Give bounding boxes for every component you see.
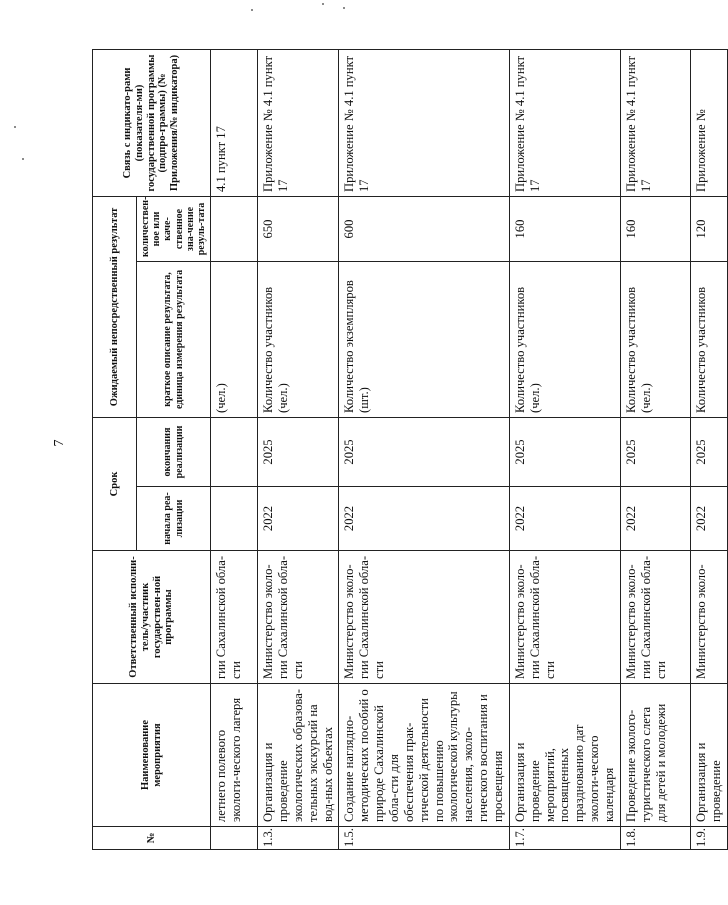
start-year: 2022 [339,487,509,551]
header-term-end: окончания реализации [137,417,211,486]
end-year: 2025 [339,417,509,486]
scan-speck [22,158,24,160]
measures-table [92,49,728,850]
indicator-link: Приложение № 4.1 пункт 17 [258,49,339,196]
result-description: Количество участников [690,261,727,417]
end-year: 2025 [620,417,690,486]
indicator-link: 4.1 пункт 17 [211,49,258,196]
responsible-executor: Министерство эколо- [690,551,727,684]
measure-name: Организация и проведение экологических образова-тельных экскурсий на вод-ных объектах [258,684,339,827]
table-row [211,49,258,849]
indicator-link: Приложение № 4.1 пункт 17 [620,49,690,196]
header-num: № [93,827,211,850]
table-rotated-frame [92,50,723,850]
end-year: 2025 [690,417,727,486]
measure-name: Организация и проведение [690,684,727,827]
row-number: 1.9. [690,827,727,850]
header-term-start: начала реа-лизации [137,487,211,551]
table-row [690,49,727,849]
indicator-link: Приложение № 4.1 пункт 17 [339,49,509,196]
result-quantity: 160 [509,196,620,261]
result-description: Количество участников (чел.) [620,261,690,417]
responsible-executor: Министерство эколо-гии Сахалинской обла-сти [620,551,690,684]
responsible-executor: Министерство эколо-гии Сахалинской обла-сти [509,551,620,684]
start-year [211,487,258,551]
row-number: 1.7. [509,827,620,850]
start-year: 2022 [258,487,339,551]
header-responsible: Ответственный исполни-тель/участник государствен-ной программы [93,551,211,684]
start-year: 2022 [620,487,690,551]
result-quantity: 120 [690,196,727,261]
header-result-qty: количествен-ное или каче-ственное зна-чение резуль-тата [137,196,211,261]
result-description: Количество участников (чел.) [509,261,620,417]
row-number: 1.8. [620,827,690,850]
result-quantity: 650 [258,196,339,261]
scan-speck [14,126,16,128]
measure-name: Проведение эколого-туристического слета для детей и молодежи [620,684,690,827]
table-row [620,49,690,849]
result-description: Количество участников (чел.) [258,261,339,417]
scan-speck [322,3,324,5]
row-number: 1.3. [258,827,339,850]
header-term: Срок [93,417,137,550]
indicator-link: Приложение № [690,49,727,196]
result-description: (чел.) [211,261,258,417]
header-result: Ожидаемый непосредственный результат [93,196,137,417]
start-year: 2022 [509,487,620,551]
responsible-executor: гии Сахалинской обла-сти [211,551,258,684]
result-description: Количество экземпляров (шт.) [339,261,509,417]
measure-name: Организация и проведение мероприятий, посвященных празднованию дат экологи-ческого календаря [509,684,620,827]
measure-name: Создание наглядно-методических пособий о природе Сахалинской обла-сти для обеспечения прак-тической деятельности по повышению экологической культуры населения, эколо-гического воспитания и просвещения [339,684,509,827]
result-quantity: 600 [339,196,509,261]
measure-name: летнего полевого экологи-ческого лагеря [211,684,258,827]
end-year: 2025 [509,417,620,486]
indicator-link: Приложение № 4.1 пункт 17 [509,49,620,196]
responsible-executor: Министерство эколо-гии Сахалинской обла-сти [258,551,339,684]
header-result-desc: краткое описание результата, единица измерения результата [137,261,211,417]
end-year [211,417,258,486]
table-row [509,49,620,849]
scan-speck [343,7,345,9]
row-number [211,827,258,850]
header-link: Связь с индикато-рами (показателя-ми) государственной программы (подпро-граммы) (№ Приложения/№ индикатора) [93,49,211,196]
table-row [339,49,509,849]
start-year: 2022 [690,487,727,551]
scan-speck [251,9,253,11]
row-number: 1.5. [339,827,509,850]
page-number: 7 [52,439,67,447]
end-year: 2025 [258,417,339,486]
header-name: Наименование мероприятия [93,684,211,827]
result-quantity: 160 [620,196,690,261]
table-row [258,49,339,849]
responsible-executor: Министерство эколо-гии Сахалинской обла-сти [339,551,509,684]
result-quantity [211,196,258,261]
